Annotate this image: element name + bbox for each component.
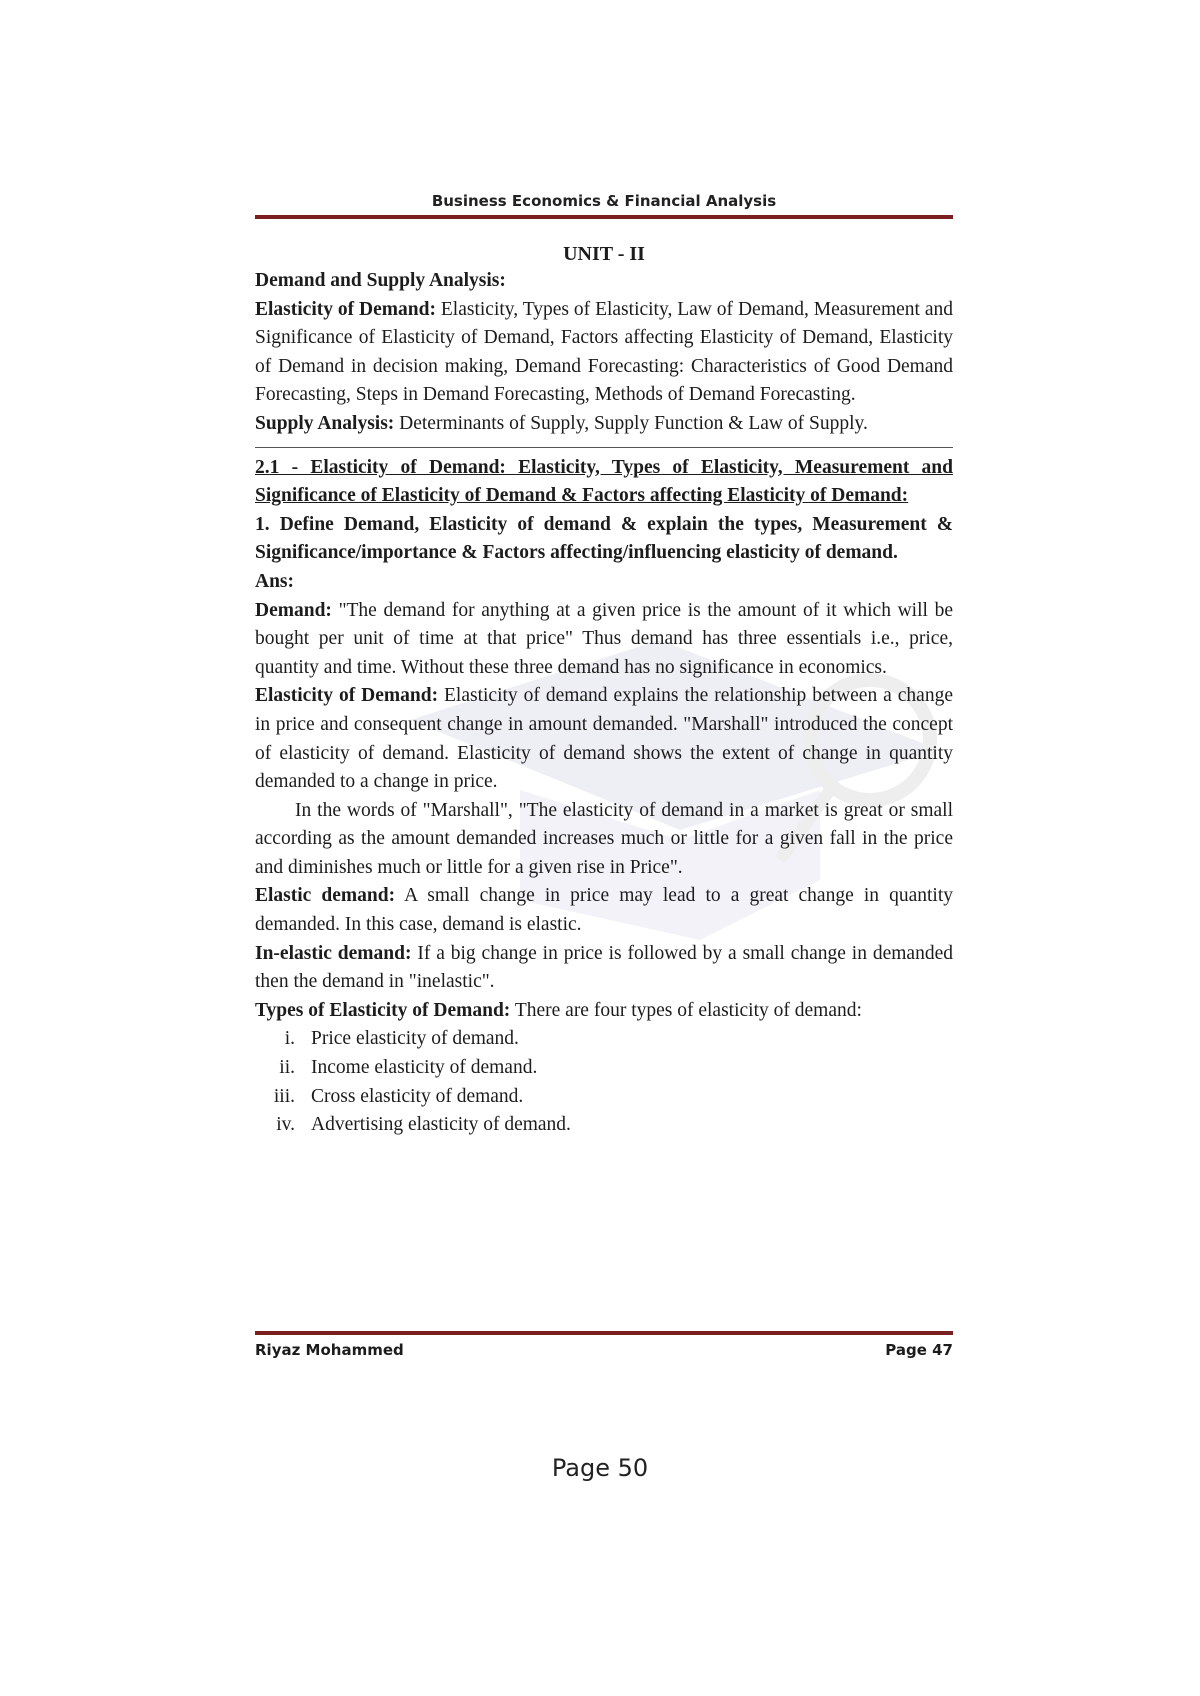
label: Supply Analysis: bbox=[255, 412, 395, 434]
page-footer bbox=[255, 1331, 953, 1359]
list-text: Price elasticity of demand. bbox=[311, 1028, 519, 1050]
label: Elasticity of Demand: bbox=[255, 298, 436, 320]
list-item bbox=[255, 1083, 953, 1112]
footer-page-number: Page 47 bbox=[885, 1341, 953, 1359]
list-number: iv. bbox=[276, 1114, 295, 1136]
text: Elasticity, Types of Elasticity, Law of Demand, Measurement and Significance of Elasticity of Demand, Factors affecting Elasticity of Demand, Elasticity of Demand in decision making, Demand Forecasting: Characteristics of Good Demand Forecasting, Steps in Demand Forecasting, Methods of Demand Forecasting. bbox=[255, 298, 954, 406]
subheading: 2.1 - Elasticity of Demand: Elasticity, Types of Elasticity, Measurement and Significance of Elasticity of Demand & Factors affecting Elasticity of Demand: bbox=[255, 456, 953, 507]
syllabus-supply bbox=[255, 410, 953, 439]
footer-row bbox=[255, 1341, 953, 1359]
footer-author: Riyaz Mohammed bbox=[255, 1341, 404, 1359]
elastic-paragraph bbox=[255, 882, 953, 939]
label: Demand: bbox=[255, 599, 332, 621]
label: Elastic demand: bbox=[255, 885, 396, 907]
text: A small change in price may lead to a great change in quantity demanded. In this case, demand is elastic. bbox=[255, 885, 953, 936]
text: "The demand for anything at a given price is the amount of it which will be bought per unit of time at that price" Thus demand has three essentials i.e., price, quantity and time. Without these three demand has no significance in economics. bbox=[255, 599, 953, 678]
inelastic-paragraph bbox=[255, 940, 953, 997]
unit-title: UNIT - II bbox=[563, 243, 645, 265]
text: Elasticity of demand explains the relationship between a change in price and consequent change in amount demanded. "Marshall" introduced the concept of elasticity of demand. Elasticity of demand shows the extent of change in quantity demanded to a change in price. bbox=[255, 685, 953, 793]
list-item bbox=[255, 1025, 953, 1054]
types-paragraph bbox=[255, 997, 953, 1026]
list-text: Income elasticity of demand. bbox=[311, 1057, 538, 1079]
viewer-page-label: Page 50 bbox=[551, 1454, 649, 1482]
footer-rule bbox=[255, 1331, 953, 1335]
text: There are four types of elasticity of demand: bbox=[510, 999, 862, 1021]
list-item bbox=[255, 1054, 953, 1083]
label: Types of Elasticity of Demand: bbox=[255, 999, 511, 1021]
list-number: iii. bbox=[273, 1085, 295, 1107]
section-title: Demand and Supply Analysis: bbox=[255, 270, 506, 291]
running-header: Business Economics & Financial Analysis bbox=[431, 192, 777, 210]
divider bbox=[255, 447, 953, 448]
types-list bbox=[255, 1025, 953, 1139]
list-item bbox=[255, 1111, 953, 1140]
demand-paragraph bbox=[255, 597, 953, 683]
ans-label: Ans: bbox=[255, 570, 295, 592]
text: If a big change in price is followed by a small change in demanded then the demand in "inelastic". bbox=[255, 942, 953, 993]
list-text: Cross elasticity of demand. bbox=[311, 1085, 524, 1107]
marshall-quote: In the words of "Marshall", "The elasticity of demand in a market is great or small according as the amount demanded increases much or little for a given fall in the price and diminishes much or little for a given rise in Price". bbox=[255, 799, 953, 878]
syllabus-elasticity bbox=[255, 296, 953, 410]
list-text: Advertising elasticity of demand. bbox=[311, 1114, 571, 1136]
label: In-elastic demand: bbox=[255, 942, 412, 964]
label: Elasticity of Demand: bbox=[255, 685, 439, 707]
list-number: ii. bbox=[279, 1057, 295, 1079]
header-rule bbox=[255, 215, 953, 219]
elasticity-paragraph bbox=[255, 682, 953, 796]
list-number: i. bbox=[284, 1028, 295, 1050]
text: Determinants of Supply, Supply Function & Law of Supply. bbox=[394, 412, 868, 434]
question: 1. Define Demand, Elasticity of demand & explain the types, Measurement & Significance/importance & Factors affecting/influencing elasticity of demand. bbox=[255, 513, 953, 564]
document-page bbox=[255, 190, 953, 1140]
